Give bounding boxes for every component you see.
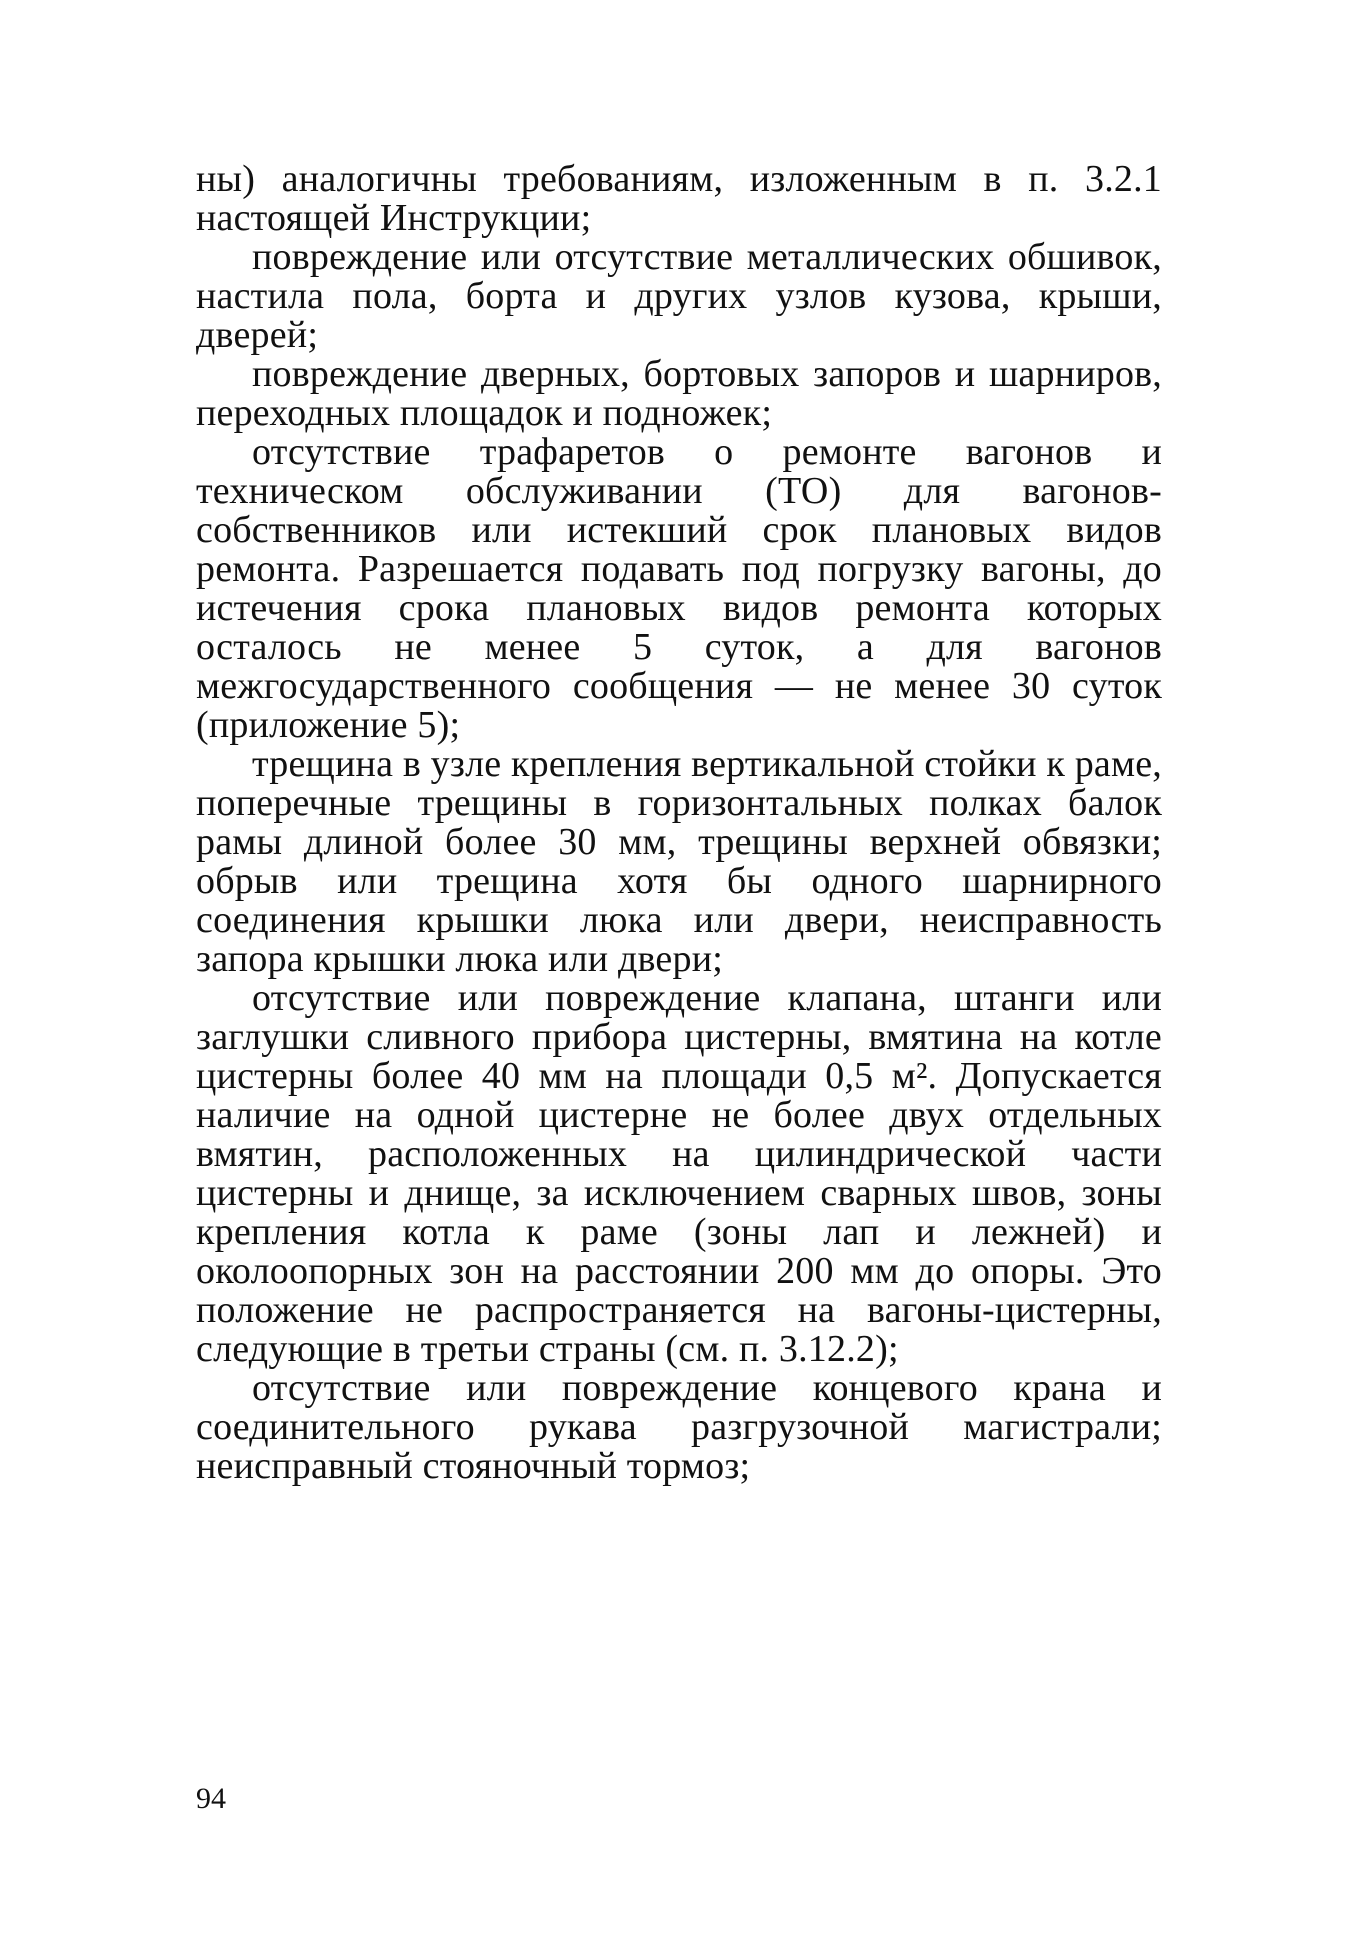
paragraph-item: отсутствие трафаретов о ремонте вагонов и техническом обслуживании (ТО) для вагонов-собственников или истекший срок плановых видов ремонта. Разрешается подавать под погрузку вагоны, до истечения срока плановых видов ремонта которых осталось не менее 5 суток, а для вагонов межгосударственного сообщения — не менее 30 суток (приложение 5);	[196, 431, 1162, 746]
paragraph-item: повреждение или отсутствие металлических обшивок, настила пола, борта и других узлов кузова, крыши, дверей;	[196, 236, 1162, 356]
paragraph-item: отсутствие или повреждение концевого крана и соединительного рукава разгрузочной магистрали; неисправный стояночный тормоз;	[196, 1367, 1162, 1487]
paragraph-item: трещина в узле крепления вертикальной стойки к раме, поперечные трещины в горизонтальных полках балок рамы длиной более 30 мм, трещины верхней обвязки; обрыв или трещина хотя бы одного шарнирного соединения крышки люка или двери, неисправность запора крышки люка или двери;	[196, 743, 1162, 980]
paragraph-item: отсутствие или повреждение клапана, штанги или заглушки сливного прибора цистерны, вмятина на котле цистерны более 40 мм на площади 0,5 м². Допускается наличие на одной цистерне не более двух отдельных вмятин, расположенных на цилиндрической части цистерны и днище, за исключением сварных швов, зоны крепления котла к раме (зоны лап и лежней) и околоопорных зон на расстоянии 200 мм до опоры. Это положение не распространяется на вагоны-цистерны, следующие в третьи страны (см. п. 3.12.2);	[196, 977, 1162, 1370]
paragraph-item: повреждение дверных, бортовых запоров и шарниров, переходных площадок и подножек;	[196, 353, 1162, 434]
page-body	[196, 160, 1162, 1486]
page-number: 94	[196, 1782, 226, 1815]
paragraph-continuation: ны) аналогичны требованиям, изложенным в п. 3.2.1 настоящей Инструкции;	[196, 158, 1162, 239]
